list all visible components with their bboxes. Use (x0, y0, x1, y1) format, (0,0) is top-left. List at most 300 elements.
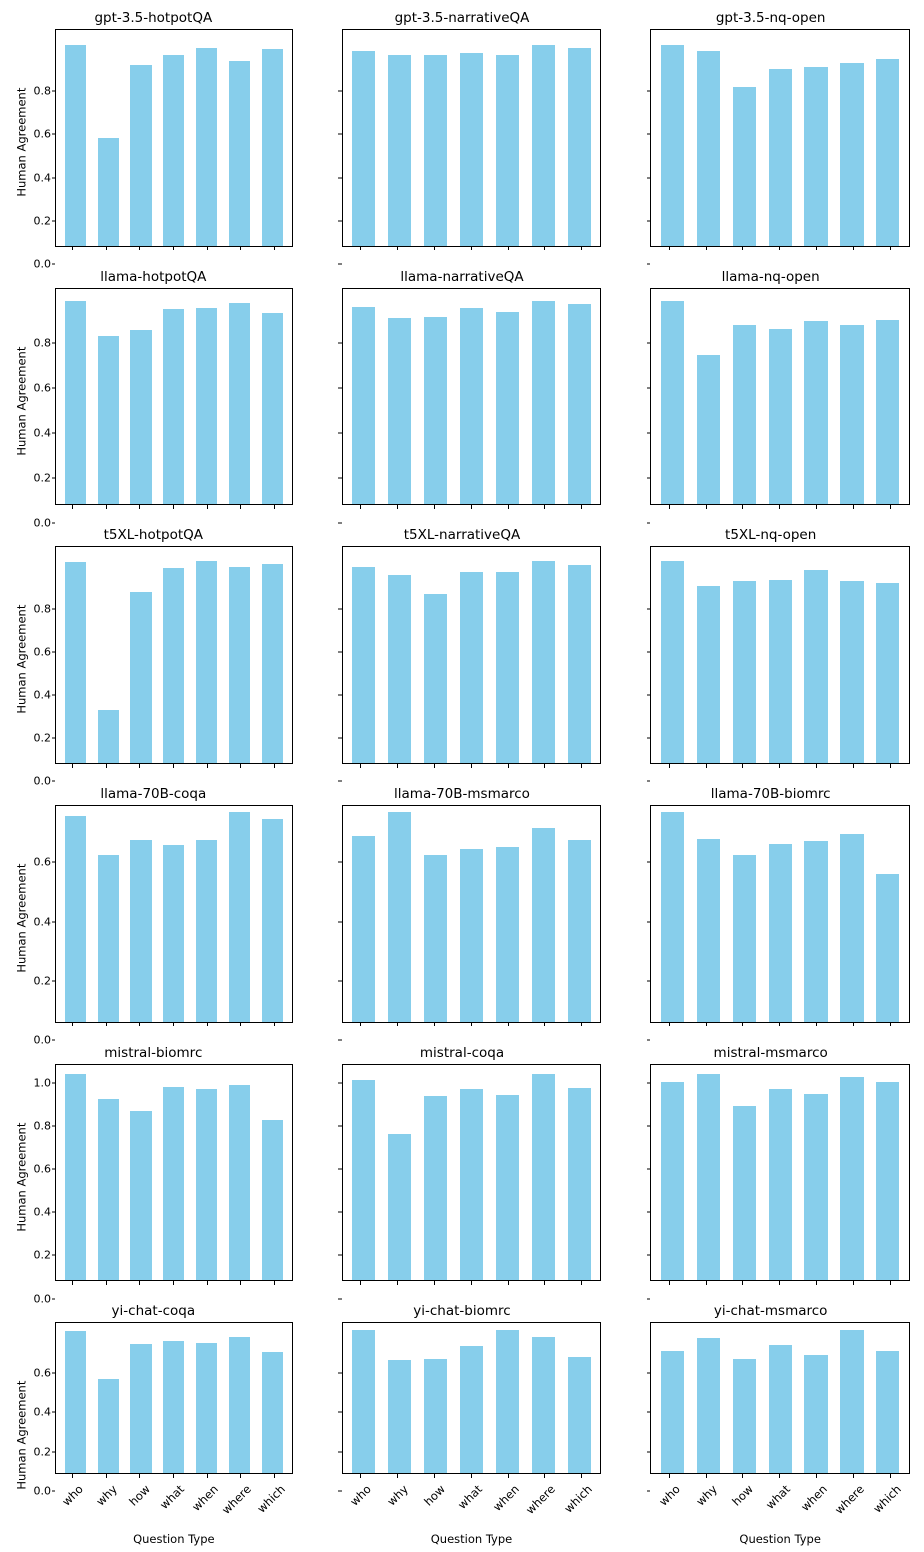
subplot-t5XL-narrativeQA (323, 527, 602, 772)
y-tick-mark (52, 781, 56, 782)
x-tick-mark (508, 764, 509, 768)
bar-when (496, 312, 519, 504)
x-axis-ticks (650, 1474, 910, 1482)
x-tick-mark (274, 247, 275, 251)
x-tick-mark (508, 247, 509, 251)
y-tick-label: 0.6 (33, 1366, 51, 1380)
x-axis-ticks (55, 1023, 293, 1031)
x-axis-ticks (342, 1281, 602, 1289)
x-tick-mark (106, 764, 107, 768)
x-tick-label-where: where (832, 1482, 867, 1517)
bar-when (196, 48, 217, 245)
x-tick-mark (669, 1474, 670, 1478)
subplot-title: llama-hotpotQA (100, 268, 207, 285)
subplot-yi-chat-coqa (14, 1303, 293, 1548)
x-tick-mark (240, 1023, 241, 1027)
bar-who (65, 562, 86, 763)
bar-series (56, 1065, 292, 1281)
x-tick-mark (106, 1023, 107, 1027)
x-tick-mark (360, 1474, 361, 1478)
y-axis-label: Human Agreement (14, 863, 29, 973)
y-tick-label: 0.4 (33, 171, 51, 185)
x-tick-mark (240, 247, 241, 251)
x-tick-mark (106, 1281, 107, 1285)
bar-what (163, 309, 184, 504)
bar-which (262, 1120, 283, 1281)
x-axis-tick-labels (55, 1482, 293, 1530)
bar-what (460, 53, 483, 246)
x-tick-mark (106, 247, 107, 251)
x-tick-mark (471, 1281, 472, 1285)
x-tick-mark (890, 1474, 891, 1478)
bar-where (532, 45, 555, 246)
bar-who (661, 45, 684, 246)
bar-where (532, 1074, 555, 1280)
x-tick-label-why: why (692, 1482, 720, 1509)
x-tick-mark (508, 1023, 509, 1027)
y-axis-ticks (29, 1322, 55, 1548)
bar-where (229, 1085, 250, 1280)
bar-where (229, 1337, 250, 1473)
x-tick-mark (274, 1023, 275, 1027)
subplot-title: t5XL-nq-open (725, 527, 817, 544)
bar-who (352, 567, 375, 763)
axes-wrap (342, 1064, 602, 1290)
bar-why (697, 1074, 720, 1280)
x-axis-tick-labels (342, 1482, 602, 1530)
x-tick-mark (706, 1281, 707, 1285)
bar-which (568, 1357, 591, 1473)
bar-series (343, 30, 601, 246)
bar-where (532, 828, 555, 1021)
bar-why (697, 839, 720, 1022)
x-tick-mark (240, 1281, 241, 1285)
x-tick-mark (397, 1281, 398, 1285)
y-tick-mark (647, 781, 651, 782)
x-tick-mark (706, 505, 707, 509)
x-tick-mark (544, 505, 545, 509)
x-tick-mark (853, 505, 854, 509)
x-tick-mark (397, 505, 398, 509)
x-tick-mark (274, 505, 275, 509)
x-tick-mark (72, 1281, 73, 1285)
x-tick-mark (890, 505, 891, 509)
bar-why (388, 318, 411, 504)
bar-who (661, 1082, 684, 1280)
x-tick-mark (471, 1023, 472, 1027)
bar-who (661, 301, 684, 504)
bar-when (496, 847, 519, 1021)
bar-series (56, 289, 292, 505)
subplot-mistral-biomrc (14, 1044, 293, 1306)
x-tick-mark (581, 1023, 582, 1027)
x-tick-mark (581, 1474, 582, 1478)
bar-where (229, 61, 250, 245)
subplot-title: yi-chat-msmarco (713, 1303, 828, 1320)
x-tick-label-which: which (561, 1482, 596, 1516)
x-tick-mark (742, 764, 743, 768)
bar-why (697, 1338, 720, 1473)
x-tick-label-what: what (763, 1482, 794, 1512)
y-tick-label: 0.4 (33, 1405, 51, 1419)
subplot-llama-hotpotQA (14, 268, 293, 530)
x-tick-mark (471, 505, 472, 509)
x-tick-mark (207, 764, 208, 768)
bar-when (496, 55, 519, 246)
y-tick-label: 1.0 (33, 1076, 51, 1090)
x-tick-mark (853, 1474, 854, 1478)
bar-where (840, 1330, 863, 1473)
bar-series (343, 1323, 601, 1473)
bar-who (661, 1351, 684, 1473)
axes-wrap (55, 546, 293, 772)
bar-which (262, 313, 283, 504)
x-tick-mark (544, 247, 545, 251)
y-tick-label: 0.6 (33, 645, 51, 659)
axes-wrap (650, 1322, 910, 1548)
x-tick-mark (139, 764, 140, 768)
bar-series (651, 547, 909, 763)
y-axis-label: Human Agreement (14, 346, 29, 455)
plot-row (323, 288, 602, 514)
subplot-title: mistral-biomrc (104, 1044, 203, 1061)
bar-how (130, 1344, 151, 1473)
x-tick-mark (207, 247, 208, 251)
bar-why (98, 710, 119, 763)
bar-why (388, 812, 411, 1022)
x-tick-mark (240, 505, 241, 509)
x-tick-mark (816, 1281, 817, 1285)
bar-what (769, 844, 792, 1021)
x-tick-mark (434, 1281, 435, 1285)
plot-row (631, 805, 910, 1031)
bar-when (804, 841, 827, 1021)
x-axis-ticks (650, 505, 910, 513)
x-axis-ticks (650, 1023, 910, 1031)
plot-row (14, 1064, 293, 1306)
y-tick-label: 0.2 (33, 731, 51, 745)
subplot-title: llama-70B-coqa (100, 786, 207, 802)
bar-how (130, 330, 151, 504)
axes (342, 288, 602, 506)
y-tick-label: 0.6 (33, 381, 51, 395)
bar-why (98, 1099, 119, 1280)
x-tick-mark (471, 1474, 472, 1478)
bar-where (840, 63, 863, 245)
x-tick-mark (669, 764, 670, 768)
bar-what (460, 849, 483, 1022)
axes (55, 805, 293, 1023)
subplot-title: yi-chat-coqa (111, 1303, 196, 1320)
y-tick-mark (647, 522, 651, 523)
bar-why (388, 1134, 411, 1281)
x-tick-label-why: why (92, 1482, 120, 1509)
axes (55, 29, 293, 247)
x-axis-ticks (342, 1474, 602, 1482)
bar-which (876, 1351, 899, 1473)
bar-when (804, 570, 827, 763)
bar-how (130, 592, 151, 763)
axes-wrap (55, 1322, 293, 1548)
x-tick-mark (669, 505, 670, 509)
bar-where (840, 581, 863, 763)
x-tick-mark (779, 505, 780, 509)
bar-what (163, 845, 184, 1022)
y-tick-mark (338, 1298, 342, 1299)
bar-where (532, 561, 555, 763)
x-tick-mark (706, 764, 707, 768)
x-tick-mark (360, 764, 361, 768)
subplot-mistral-msmarco (631, 1045, 910, 1290)
subplot-title: mistral-coqa (419, 1044, 505, 1061)
subplot-yi-chat-biomrc (323, 1303, 602, 1548)
y-tick-mark (338, 522, 342, 523)
subplot-gpt-3.5-hotpotQA (14, 10, 293, 271)
axes (650, 546, 910, 764)
x-tick-mark (173, 247, 174, 251)
bar-which (876, 874, 899, 1022)
x-tick-mark (816, 505, 817, 509)
y-tick-label: 0.0 (33, 1292, 51, 1306)
bar-why (697, 51, 720, 246)
y-tick-mark (52, 522, 56, 523)
axes (342, 546, 602, 764)
x-tick-label-where: where (219, 1482, 255, 1517)
subplot-title: llama-70B-biomrc (710, 786, 831, 802)
x-tick-mark (72, 1474, 73, 1478)
axes (650, 1322, 910, 1474)
x-tick-mark (240, 764, 241, 768)
axes-wrap (650, 1064, 910, 1290)
bar-series (56, 1323, 292, 1473)
y-axis-label: Human Agreement (14, 604, 29, 714)
bar-who (65, 1331, 86, 1473)
y-tick-mark (52, 264, 56, 265)
bar-who (352, 1080, 375, 1281)
axes (55, 288, 293, 506)
bar-why (98, 1379, 119, 1473)
x-tick-mark (890, 1023, 891, 1027)
x-tick-label-when: when (798, 1482, 831, 1514)
axes (650, 288, 910, 506)
subplot-t5XL-hotpotQA (14, 527, 293, 788)
x-tick-mark (544, 764, 545, 768)
bar-where (840, 834, 863, 1022)
x-axis-ticks (55, 1281, 293, 1289)
y-tick-mark (338, 781, 342, 782)
x-tick-mark (207, 1023, 208, 1027)
y-tick-label: 0.0 (33, 1033, 51, 1047)
bar-where (532, 301, 555, 504)
axes (650, 29, 910, 247)
y-tick-label: 0.6 (33, 855, 51, 869)
axes (342, 805, 602, 1023)
x-tick-mark (72, 1023, 73, 1027)
x-tick-mark (816, 1023, 817, 1027)
plot-row (14, 546, 293, 788)
x-tick-mark (890, 1281, 891, 1285)
y-axis-ticks (29, 1064, 55, 1306)
bar-which (568, 304, 591, 504)
bar-series (651, 289, 909, 505)
x-tick-mark (890, 764, 891, 768)
bar-when (196, 840, 217, 1022)
bar-what (163, 55, 184, 246)
y-tick-label: 0.0 (33, 257, 51, 271)
x-tick-mark (581, 505, 582, 509)
x-tick-mark (779, 1281, 780, 1285)
x-tick-mark (397, 1023, 398, 1027)
axes-wrap (55, 288, 293, 514)
bar-how (424, 594, 447, 763)
x-tick-mark (360, 1281, 361, 1285)
x-tick-label-when: when (489, 1482, 522, 1514)
plot-row (323, 805, 602, 1031)
subplot-llama-70B-biomrc (631, 786, 910, 1031)
y-tick-label: 0.4 (33, 426, 51, 440)
x-tick-mark (508, 505, 509, 509)
axes-wrap (342, 288, 602, 514)
bar-how (733, 1359, 756, 1473)
x-tick-mark (207, 505, 208, 509)
bar-which (262, 1352, 283, 1473)
bar-what (460, 572, 483, 763)
bar-series (651, 30, 909, 246)
bar-which (876, 59, 899, 246)
bar-where (229, 812, 250, 1022)
x-tick-mark (853, 764, 854, 768)
bar-why (98, 138, 119, 246)
x-tick-mark (173, 1474, 174, 1478)
bar-how (733, 87, 756, 246)
axes-wrap (55, 805, 293, 1031)
bar-who (352, 1330, 375, 1473)
plot-row (323, 29, 602, 255)
y-tick-label: 0.0 (33, 516, 51, 530)
y-tick-label: 0.4 (33, 915, 51, 929)
axes (342, 29, 602, 247)
x-tick-mark (508, 1474, 509, 1478)
axes-wrap (650, 805, 910, 1031)
plot-row (631, 1322, 910, 1548)
x-tick-mark (706, 1023, 707, 1027)
x-tick-mark (274, 1281, 275, 1285)
x-tick-mark (742, 247, 743, 251)
x-tick-mark (706, 247, 707, 251)
x-tick-label-who: who (655, 1482, 683, 1509)
y-axis-ticks (29, 29, 55, 271)
subplot-title: gpt-3.5-hotpotQA (94, 10, 213, 26)
bar-which (876, 1082, 899, 1280)
subplot-gpt-3.5-narrativeQA (323, 10, 602, 255)
y-tick-label: 0.0 (33, 774, 51, 788)
x-tick-mark (581, 1281, 582, 1285)
axes (650, 1064, 910, 1282)
x-tick-mark (779, 1023, 780, 1027)
bar-how (424, 1359, 447, 1473)
y-tick-mark (647, 1298, 651, 1299)
subplot-title: t5XL-narrativeQA (403, 527, 521, 544)
x-tick-mark (139, 1281, 140, 1285)
x-tick-mark (72, 247, 73, 251)
x-axis-ticks (650, 764, 910, 772)
y-tick-label: 0.8 (33, 1119, 51, 1133)
x-tick-mark (173, 505, 174, 509)
x-tick-mark (139, 1474, 140, 1478)
subplot-title: llama-narrativeQA (400, 268, 524, 285)
bar-where (532, 1337, 555, 1473)
bar-which (568, 565, 591, 763)
x-tick-mark (581, 764, 582, 768)
x-tick-mark (106, 1474, 107, 1478)
bar-series (651, 1323, 909, 1473)
x-tick-mark (706, 1474, 707, 1478)
x-tick-mark (434, 764, 435, 768)
plot-row (631, 29, 910, 255)
bar-which (262, 49, 283, 245)
x-tick-label-which: which (254, 1482, 289, 1516)
bar-where (229, 303, 250, 504)
bar-which (568, 48, 591, 245)
bar-why (388, 575, 411, 763)
bar-how (130, 65, 151, 246)
plot-row (323, 1064, 602, 1290)
bar-series (651, 806, 909, 1022)
x-tick-mark (581, 247, 582, 251)
bar-when (804, 67, 827, 246)
y-axis-label: Human Agreement (14, 1380, 29, 1490)
bar-where (840, 1077, 863, 1281)
bar-why (697, 586, 720, 763)
plot-row (323, 546, 602, 772)
bar-who (65, 301, 86, 504)
axes (342, 1322, 602, 1474)
bar-what (769, 329, 792, 504)
x-tick-mark (853, 1023, 854, 1027)
plot-row (14, 29, 293, 271)
x-axis-ticks (55, 247, 293, 255)
bar-which (568, 840, 591, 1022)
bar-how (424, 1096, 447, 1280)
bar-what (163, 568, 184, 763)
bar-what (460, 308, 483, 505)
x-axis-ticks (55, 1474, 293, 1482)
bar-when (496, 1095, 519, 1280)
subplot-llama-70B-msmarco (323, 786, 602, 1031)
bar-when (196, 1343, 217, 1473)
y-axis-label: Human Agreement (14, 87, 29, 197)
y-tick-label: 0.6 (33, 1162, 51, 1176)
y-tick-mark (647, 1040, 651, 1041)
x-tick-label-where: where (523, 1482, 559, 1517)
bar-series (56, 30, 292, 246)
axes-wrap (342, 805, 602, 1031)
subplot-gpt-3.5-nq-open (631, 10, 910, 255)
bar-which (568, 1088, 591, 1280)
bar-series (343, 547, 601, 763)
x-tick-label-what: what (157, 1482, 187, 1512)
x-tick-mark (544, 1023, 545, 1027)
subplot-mistral-coqa (323, 1045, 602, 1290)
subplot-title: t5XL-hotpotQA (103, 527, 204, 544)
y-tick-label: 0.2 (33, 214, 51, 228)
x-tick-mark (816, 1474, 817, 1478)
bar-series (56, 806, 292, 1022)
x-tick-label-which: which (870, 1482, 904, 1516)
y-tick-mark (647, 264, 651, 265)
y-tick-label: 0.8 (33, 336, 51, 350)
y-tick-mark (338, 264, 342, 265)
